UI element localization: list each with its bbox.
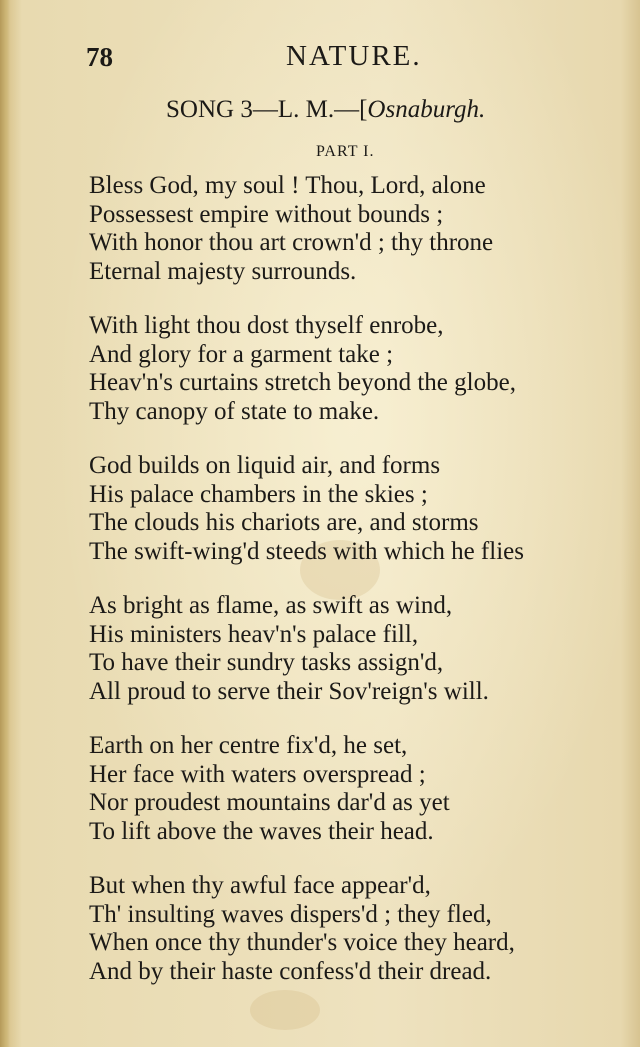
poem-line: Bless God, my soul ! Thou, Lord, alone <box>89 172 486 199</box>
poem-line: Her face with waters overspread ; <box>89 760 426 788</box>
stanza <box>89 452 629 566</box>
page-gutter <box>0 0 10 1047</box>
song-title-prefix: SONG 3—L. M.—[ <box>166 96 368 123</box>
poem-line: God builds on liquid air, and forms <box>89 452 441 479</box>
stanza <box>89 592 629 706</box>
poem-line: To lift above the waves their head. <box>89 817 434 845</box>
running-head: NATURE. <box>286 40 422 72</box>
poem-line: To have their sundry tasks assign'd, <box>89 649 444 676</box>
poem-line: Possessest empire without bounds ; <box>89 200 444 228</box>
poem-line: His ministers heav'n's palace fill, <box>89 620 419 648</box>
page-header <box>0 38 640 78</box>
poem-line: Nor proudest mountains dar'd as yet <box>89 789 450 816</box>
poem-line: As bright as flame, as swift as wind, <box>89 592 453 619</box>
poem-line: But when thy awful face appear'd, <box>89 872 431 899</box>
poem-line: Earth on her centre fix'd, he set, <box>89 732 408 759</box>
poem-line: Thy canopy of state to make. <box>89 397 380 425</box>
poem-line: Th' insulting waves dispers'd ; they fled, <box>89 900 492 928</box>
poem-line: With light thou dost thyself enrobe, <box>89 312 444 339</box>
stanza <box>89 732 629 846</box>
stanza <box>89 172 629 286</box>
poem-body <box>89 172 629 1012</box>
poem-line: With honor thou art crown'd ; thy throne <box>89 229 494 256</box>
poem-line: The swift-wing'd steeds with which he flies <box>89 537 524 565</box>
poem-line: Eternal majesty surrounds. <box>89 257 357 285</box>
stanza <box>89 312 629 426</box>
page-number: 78 <box>86 42 113 72</box>
poem-line: And by their haste confess'd their dread. <box>89 957 492 985</box>
part-label: PART I. <box>316 143 375 160</box>
poem-line: Heav'n's curtains stretch beyond the globe, <box>89 369 516 396</box>
stanza <box>89 872 629 986</box>
poem-line: When once thy thunder's voice they heard, <box>89 929 515 956</box>
poem-line: And glory for a garment take ; <box>89 340 394 368</box>
tune-name: Osnaburgh. <box>367 96 486 123</box>
poem-line: The clouds his chariots are, and storms <box>89 509 479 536</box>
poem-line: All proud to serve their Sov'reign's will. <box>89 677 489 705</box>
song-title <box>166 96 485 124</box>
poem-line: His palace chambers in the skies ; <box>89 480 428 508</box>
